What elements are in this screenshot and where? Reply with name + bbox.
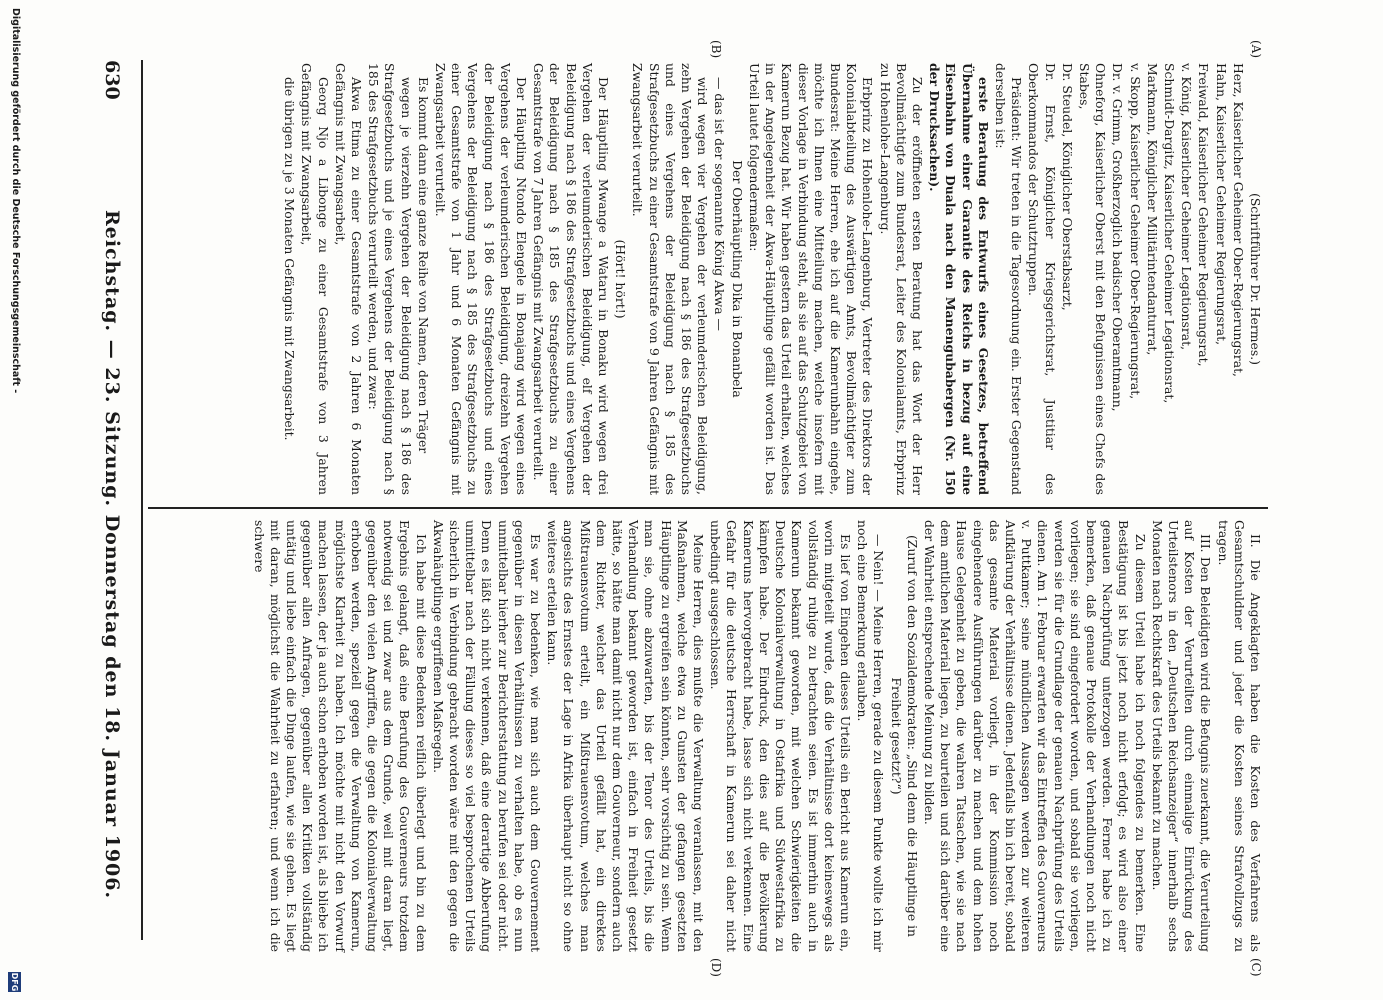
digitization-footer (5, 0, 21, 1000)
paragraph: Der Häuptling Mwange a Wataru in Bonaku wird wegen drei Vergehen der verleumderischen Beleidigung, elf Vergehen der Beleidigung nach § 186 des Strafgesetzbuchs und eines Vergehens der Beleidigung nach § 185 des Strafgesetzbuchs zu einer Gesamtstrafe von 7 Jahren Gefängnis mit Zwangsarbeit verurteilt. (531, 63, 612, 495)
paragraph: wird wegen vier Vergehen der verleumderischen Beleidigung, zehn Vergehen der Beleidigung nach § 186 des Strafgesetzbuchs und eines Vergehens der Beleidigung nach § 185 des Strafgesetzbuchs zu einer Gesamtstrafe von 9 Jahren Gefängnis mit Zwangsarbeit verurteilt. (630, 63, 711, 495)
paragraph: Dr. v. Grimm, Großherzoglich badischer Oberamtmann, (1110, 63, 1126, 412)
paragraph: Ohneforg, Kaiserlicher Oberst mit den Befugnissen eines Chefs des Stabes, (1076, 63, 1109, 495)
paragraph: Erbprinz zu Hohenlohe-Langenburg, Vertreter des Direktors der Kolonialabteilung des Auswärtigen Amts, Bevollmächtigter zum Bundesrat: Meine Herren, ehe ich auf die Kamerunbahn eingehe, möchte ich Ihnen eine Mitteilung machen, welche insofern mit dieser Vorlage in Verbindung steht, als sie auf das Schutzgebiet von Kamerun Bezug hat. Wir haben gestern das Urteil erhalten, welches in der Angelegenheit der Akwa-Häuptlinge gefällt worden ist. Das Urteil lautet folgendermaßen: (746, 63, 876, 495)
paragraph: III. Den Beleidigten wird die Befugnis zuerkannt, die Verurteilung auf Kosten der Verurteilten durch einmalige Einrückung des Urteilstenors in den „Deutschen Reichsanzeiger“ innerhalb sechs Monaten nach Rechtskraft des Urteils bekannt zu machen. (1149, 520, 1214, 952)
page-number: 630 (101, 60, 123, 100)
dfg-logo: DFG (10, 972, 19, 992)
left-column (280, 63, 1263, 495)
margin-mark-d: (D) (709, 958, 723, 977)
paragraph: wegen je vierzehn Vergehen der Beleidigung nach § 186 des Strafgesetzbuchs und je eines Vergehens der Beleidigung nach § 185 des Strafgesetzbuchs verurteilt werden, und zwar: (366, 63, 414, 495)
paragraph: Freiwald, Kaiserlicher Geheimer Regierungsrat, (1196, 63, 1212, 367)
paragraph: — Nein! — Meine Herren, gerade zu diesem Punkte wollte ich mir noch eine Bemerkung erlauben. (855, 520, 887, 952)
paragraph: Es lief von Eingehen dieses Urteils ein Bericht aus Kamerun ein, worin mitgeteilt wurde, daß die Verhältnisse dort keineswegs als vollständig ruhige zu betrachten seien. Es ist immerhin auch in Kamerun bekannt geworden, mit welchen Schwierigkeiten die Deutsche Kolonialverwaltung in Ostafrika und Südwestafrika zu kämpfen habe. Der Eindruck, den dies auf die Bevölkerung Kameruns hervorgebracht habe, lasse sich nicht verkennen. Eine Gefahr für die deutsche Herrschaft in Kamerun sei daher nicht unbedingt ausgeschlossen. (708, 520, 853, 952)
right-column (249, 520, 1263, 952)
interjection: (Hört! hört!) (613, 239, 629, 319)
paragraph: Schmidt-Dargitz, Kaiserlicher Geheimer Legationsrat, (1161, 63, 1177, 404)
paragraph: Präsident: Wir treten in die Tagesordnung ein. Erster Gegenstand derselben ist: (992, 63, 1025, 495)
paragraph: Es war zu bedenken, wie man sich auch dem Gouvernement gegenüber in diesen Verhältnissen zu verhalten habe, ob es nun unmittelbar hierher zur Berichterstattung zu berufen sei oder nicht. Denn es läßt sich nicht verkennen, daß eine derartige Abberufung unmittelbar nach der Fällung dieses so viel besprochenen Urteils sicherlich in Verbindung gebracht worden wäre mit den gegen die Akwahäuptlinge ergriffenen Maßregeln. (430, 520, 544, 952)
paragraph: Georg Njo a Libonge zu einer Gesamtstrafe von 3 Jahren Gefängnis mit Zwangsarbeit, (299, 63, 331, 495)
margin-mark-a: (A) (1249, 40, 1263, 59)
paragraph: v. König, Kaiserlicher Geheimer Legationsrat, (1179, 63, 1195, 351)
paragraph: die übrigen zu je 3 Monaten Gefängnis mit Zwangsarbeit. (282, 77, 298, 441)
funding-note: Digitalisierung gefördert durch die Deutsche Forschungsgemeinschaft - (10, 8, 21, 394)
paragraph: Markmann, Königlicher Militärintendanturrat, (1144, 63, 1160, 356)
header-rule (141, 60, 143, 940)
paragraph: Dr. Ernst, Königlicher Kriegsgerichtsrat, Justitiar des Oberkommandos der Schutztruppen. (1026, 63, 1058, 495)
paragraph: (Schriftführer Dr. Hermes.) (1248, 192, 1263, 365)
paragraph: Zu der eröffneten ersten Beratung hat das Wort der Herr Bevollmächtigte zum Bundesrat, Leiter des Kolonialamts, Erbprinz zu Hohenlohe-Langenburg. (877, 63, 925, 495)
paragraph: II. Die Angeklagten haben die Kosten des Verfahrens als Gesamtschuldner und jeder die Kosten seines Strafvollzugs zu tragen. (1215, 520, 1263, 952)
paragraph: Es kommt dann eine ganze Reihe von Namen, deren Träger (415, 77, 431, 454)
paragraph: Hahn, Kaiserlicher Geheimer Regierungsrat, (1213, 63, 1229, 346)
paragraph: Der Häuptling Ntondo Elengele in Bonajang wird wegen eines Vergehens der verleumderischen Beleidigung, dreizehn Vergehen der Beleidigung nach § 186 des Strafgesetzbuchs und eines Vergehens der Beleidigung nach § 185 des Strafgesetzbuchs zu einer Gesamtstrafe von 1 Jahr und 6 Monaten Gefängnis mit Zwangsarbeit verurteilt. (433, 63, 530, 495)
paragraph: Zu diesem Urteil habe ich noch folgendes zu bemerken. Eine Bestätigung ist bis jetzt noch nicht erfolgt; es wird also einer genauen Nachprüfung unterzogen werden. Ferner habe ich zu bemerken, daß genaue Protokolle der Verhandlungen noch nicht vorliegen; sie sind eingefordert worden, und sobald sie vorliegen, werden sie für die Grundlage der genauen Nachprüfung des Urteils dienen. Am 1. Februar erwarten wir das Eintreffen des Gouverneurs v. Puttkamer; seine mündlichen Aussagen werden zur weiteren Aufklärung der Verhältnisse dienen. Jedenfalls bin ich bereit, sobald das gesamte Material vorliegt, in der Kommission noch eingehendere Ausführungen darüber zu machen und dem hohen Hause Gelegenheit zu geben, die wahren Tatsachen, wie sie nach dem amtlichen Material liegen, zu beurteilen und sich darüber eine der Wahrheit entsprechende Meinung zu bilden. (921, 520, 1148, 952)
column-divider (148, 507, 1268, 509)
paragraph: Ich habe mit diese Bedenken reiflich überlegt und bin zu dem Ergebnis gelangt, daß eine Berufung des Gouverneurs trotzdem notwendig sei und zwar aus dem Grunde, weil mit daran liegt, gegenüber den vielen Angriffen, die gegen die Kolonialverwaltung erhoben werden, speziell gegen die Verwaltung von Kamerun, möglichste Klarheit zu haben. Ich möchte mit nicht den Vorwurf machen lassen, der ja auch schon erhoben worden ist, als bliebe ich gegenüber allen Anfragen, gegenüber allen Kritiken vollständig untätig und liebe einfach die Dinge laufen, wie sie gehen. Es liegt mit daran, möglichst die Wahrheit zu erfahren; und wenn ich die schwere (251, 520, 429, 952)
running-title: Reichstag. — 23. Sitzung. Donnerstag den 18. Januar 1906. (101, 210, 123, 900)
paragraph: Der Oberhäuptling Dika in Bonanbela (729, 160, 745, 398)
paragraph: Dr. Steudel, Königlicher Oberstabsarzt, (1059, 63, 1075, 311)
margin-mark-c: (C) (1249, 958, 1263, 977)
paragraph: Meine Herren, dies mußte die Verwaltung veranlassen, mit den Maßnahmen, welche etwa zu Gunsten der gefangen gesetzten Häuptlinge zu ergreifen sein könnten, sehr vorsichtig zu sein. Wenn man sie, ohne abzuwarten, bis der Tenor des Urteils, bis die Verhandlung bekannt geworden ist, einfach in Freiheit gesetzt hätte, so hätte man damit nicht nur dem Gouverneur, sondern auch dem Richter, welcher das Urteil gefällt hat, ein direktes Mißtrauensvotum erteilt, ein Mißtrauensvotum, welches man angesichts des Ernstes der Lage in Afrika überhaupt nicht so ohne weiteres erteilen kann. (545, 520, 707, 952)
agenda-item: erste Beratung des Entwurfs eines Gesetzes, betreffend Übernahme einer Garantie des Reichs in bezug auf eine Eisenbahn von Duala nach den Manengubabergen (Nr. 150 der Drucksachen). (927, 63, 991, 495)
paragraph: v. Skopp, Kaiserlicher Geheimer Ober-Regierungsrat, (1127, 63, 1143, 400)
page-header (83, 60, 123, 940)
paragraph: Herz, Kaiserlicher Geheimer Ober-Regierungsrat, (1230, 63, 1246, 378)
paragraph: Akwa Etima zu einer Gesamtstrafe von 2 Jahren 6 Monaten Gefängnis mit Zwangsarbeit, (332, 63, 365, 495)
paragraph: — das ist der sogenannte König Akwa — (712, 77, 728, 331)
interjection: (Zuruf von den Sozialdemokraten: „Sind denn die Häuptlinge in Freiheit gesetzt?“) (888, 534, 920, 938)
margin-mark-b: (B) (709, 40, 723, 59)
